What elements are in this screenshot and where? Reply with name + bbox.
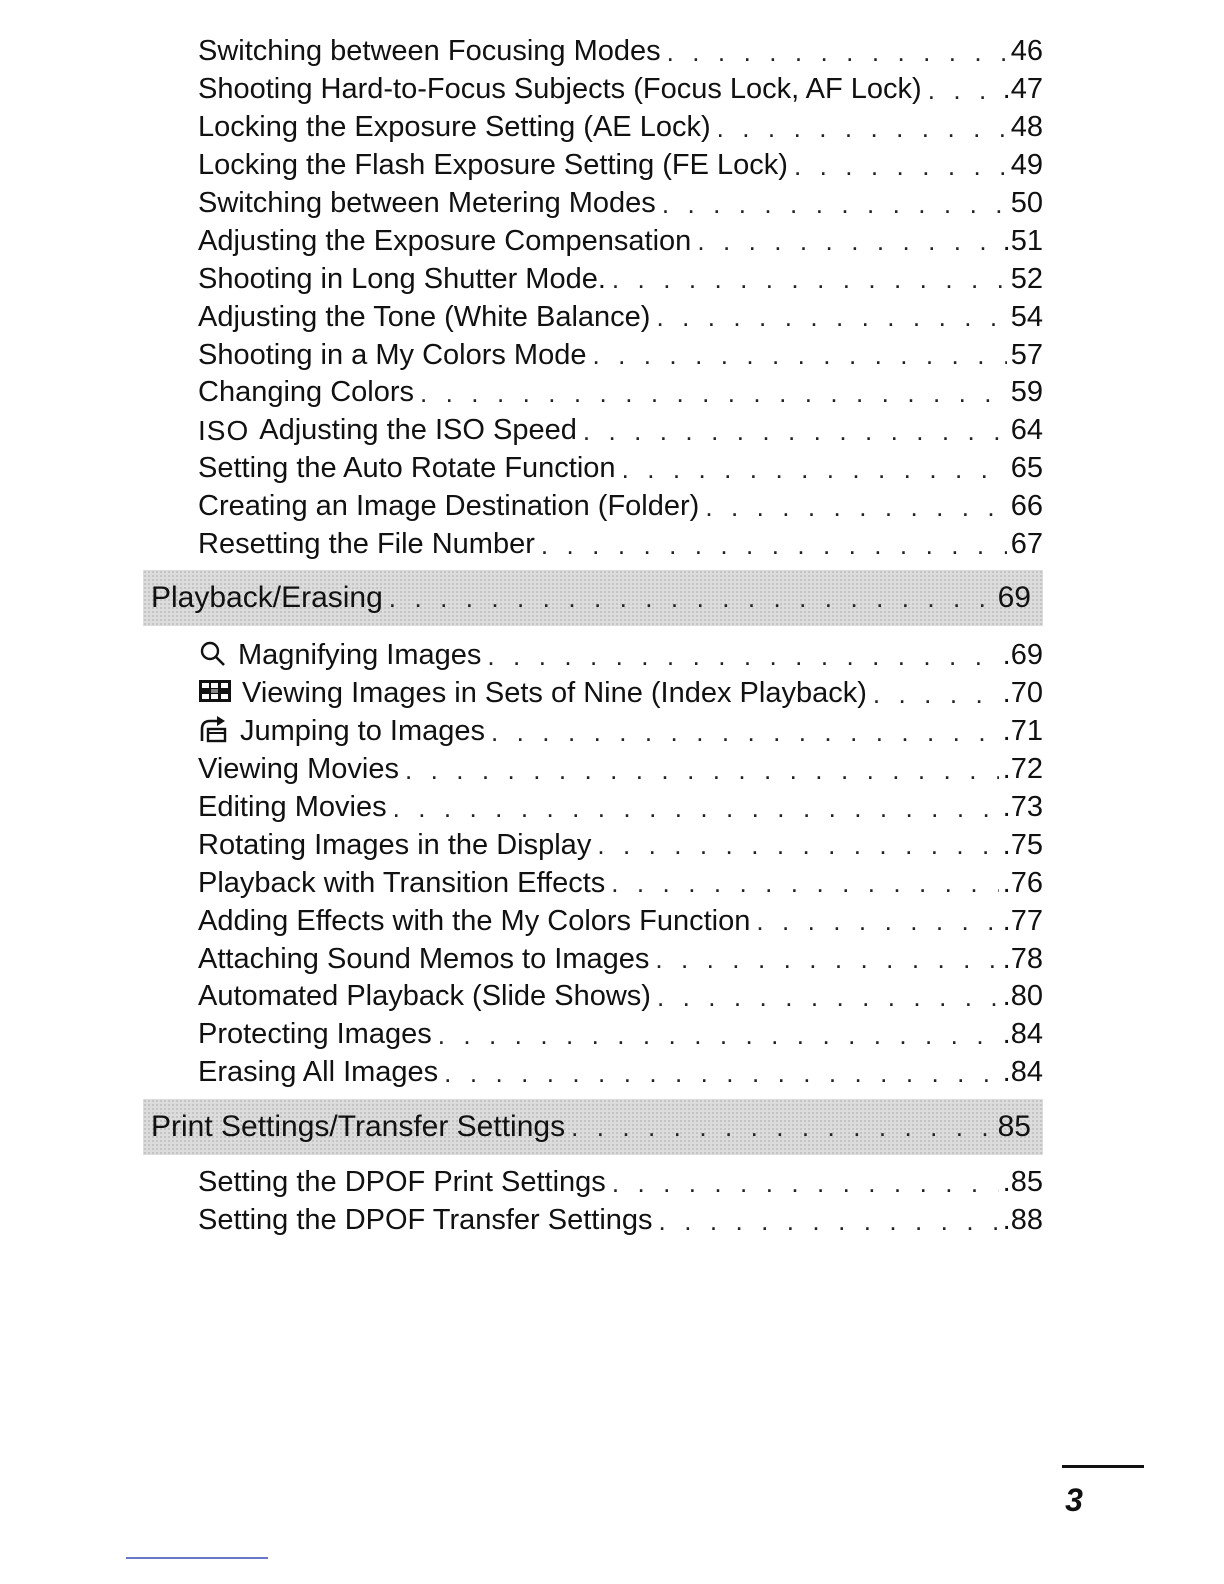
toc-entry[interactable] <box>198 978 1043 1016</box>
toc-entry-title: Changing Colors <box>198 376 415 409</box>
toc-entry-title: Automated Playback (Slide Shows) <box>198 980 651 1013</box>
toc-entry-title: Jumping to Images <box>240 715 486 748</box>
toc-entry[interactable] <box>198 864 1043 902</box>
toc-entry-page: 57 <box>1010 338 1043 371</box>
toc-entry-title: Switching between Metering Modes <box>198 187 656 219</box>
bottom-divider <box>126 1557 268 1559</box>
page-number-rule <box>1062 1465 1144 1468</box>
toc-entry[interactable] <box>198 71 1043 109</box>
toc-entry-page: .80 <box>1002 980 1043 1013</box>
toc-entry-title: Adjusting the ISO Speed <box>259 414 577 447</box>
toc-entry-title: Shooting in Long Shutter Mode. <box>198 262 606 295</box>
leader-dots <box>597 832 998 858</box>
toc-entry-title: Shooting Hard-to-Focus Subjects (Focus Lock, AF Lock) <box>198 73 922 106</box>
toc-entry-page: 59 <box>1010 376 1043 409</box>
section-page: 85 <box>997 1109 1031 1143</box>
leader-dots <box>583 418 1007 444</box>
toc-entry[interactable] <box>198 1054 1043 1092</box>
toc-entry-page: .84 <box>1002 1056 1043 1089</box>
leader-dots <box>405 757 999 783</box>
toc-entry-title: Resetting the File Number <box>198 528 535 561</box>
section-header-playback[interactable] <box>143 570 1043 626</box>
leader-dots <box>697 228 998 254</box>
leader-dots <box>622 456 1007 482</box>
magnifier-icon <box>198 639 228 673</box>
toc-entry-page: 65 <box>1010 452 1043 485</box>
leader-dots <box>571 1114 994 1140</box>
toc-entry-title: Erasing All Images <box>198 1056 439 1089</box>
leader-dots <box>491 719 999 745</box>
leader-dots <box>667 39 1007 65</box>
toc-entry[interactable] <box>198 789 1043 827</box>
toc-entry-page: .84 <box>1002 1018 1043 1051</box>
section-row <box>151 579 1031 617</box>
section-header-print[interactable] <box>143 1099 1043 1155</box>
toc-entry[interactable] <box>198 298 1043 336</box>
toc-entry-page: .69 <box>1002 639 1043 672</box>
leader-dots <box>612 1170 999 1196</box>
toc-entry-title: Switching between Focusing Modes <box>198 35 661 68</box>
leader-dots <box>487 643 998 669</box>
toc-entry-title: Setting the DPOF Print Settings <box>198 1166 606 1199</box>
toc-entry-title-with-icon <box>198 679 873 709</box>
toc-entry-page: .75 <box>1002 828 1043 861</box>
toc-entry-title: Viewing Images in Sets of Nine (Index Playback) <box>242 677 867 710</box>
toc-entry[interactable] <box>198 751 1043 789</box>
toc-entry-title: Playback with Transition Effects <box>198 866 606 899</box>
toc-entry[interactable] <box>198 940 1043 978</box>
toc-entry[interactable] <box>198 185 1043 223</box>
toc-entry[interactable] <box>198 826 1043 864</box>
toc-entry-page: 54 <box>1010 300 1043 333</box>
toc-entry-page: .70 <box>1002 677 1043 710</box>
toc-entry[interactable] <box>198 713 1043 751</box>
leader-dots <box>657 984 999 1010</box>
toc-entry[interactable] <box>198 1202 1043 1240</box>
leader-dots <box>444 1060 999 1086</box>
toc-entry-page: .77 <box>1002 904 1043 937</box>
toc-entry-title-with-icon <box>198 715 491 749</box>
toc-entry-title: Adding Effects with the My Colors Function <box>198 904 751 937</box>
leader-dots <box>592 342 1006 368</box>
leader-dots <box>659 1208 999 1234</box>
toc-entries-print <box>0 1164 1224 1240</box>
toc-entry-page: 67 <box>1010 528 1043 561</box>
toc-entry-title: Viewing Movies <box>198 753 399 786</box>
toc-entry[interactable] <box>198 488 1043 526</box>
toc-entry-page: 46 <box>1010 35 1043 68</box>
leader-dots <box>612 266 1007 292</box>
leader-dots <box>420 380 1007 406</box>
toc-entry[interactable] <box>198 374 1043 412</box>
toc-entry-page: .71 <box>1002 715 1043 748</box>
toc-entry-title: Adjusting the Tone (White Balance) <box>198 300 651 333</box>
section-title: Playback/Erasing <box>151 580 383 614</box>
toc-entry-title-with-icon <box>198 639 487 673</box>
leader-dots <box>438 1022 999 1048</box>
toc-entry[interactable] <box>198 222 1043 260</box>
toc-entry[interactable] <box>198 675 1043 713</box>
toc-entry-page: .47 <box>1002 73 1043 106</box>
toc-entry[interactable] <box>198 147 1043 185</box>
toc-entry-title: Shooting in a My Colors Mode <box>198 338 587 371</box>
index-grid-icon <box>198 679 232 709</box>
toc-entry-title: Locking the Flash Exposure Setting (FE Lock) <box>198 149 788 182</box>
toc-entry[interactable] <box>198 412 1043 450</box>
toc-entry-page: .76 <box>1002 866 1043 899</box>
section-row <box>151 1108 1031 1146</box>
leader-dots <box>873 681 999 707</box>
toc-entry-page: 64 <box>1010 414 1043 447</box>
toc-entry[interactable] <box>198 336 1043 374</box>
toc-entry[interactable] <box>198 260 1043 298</box>
toc-entry-title: Setting the Auto Rotate Function <box>198 452 616 485</box>
leader-dots <box>794 153 1007 179</box>
toc-entry[interactable] <box>198 526 1043 564</box>
toc-entry[interactable] <box>198 637 1043 675</box>
toc-entry-page: .73 <box>1002 791 1043 823</box>
toc-entry-page: .88 <box>1002 1204 1043 1237</box>
toc-entry-title: Creating an Image Destination (Folder) <box>198 490 700 523</box>
leader-dots <box>655 946 998 972</box>
toc-entry-title: Adjusting the Exposure Compensation <box>198 224 692 257</box>
toc-entries-playback <box>0 637 1224 1092</box>
toc-entry-title-with-icon <box>198 416 583 445</box>
leader-dots <box>717 115 1007 141</box>
toc-entry-page: 50 <box>1010 187 1043 219</box>
leader-dots <box>656 304 1006 330</box>
leader-dots <box>756 908 998 934</box>
toc-entry[interactable] <box>198 33 1043 71</box>
toc-entry-page: 49 <box>1010 149 1043 182</box>
toc-entry-title: Magnifying Images <box>238 639 482 672</box>
toc-entry[interactable] <box>198 902 1043 940</box>
toc-entries-top <box>0 33 1224 563</box>
leader-dots <box>393 795 999 821</box>
page-number: 3 <box>1065 1482 1083 1518</box>
leader-dots <box>611 870 998 896</box>
leader-dots <box>389 585 994 611</box>
toc-entry[interactable] <box>198 450 1043 488</box>
leader-dots <box>928 77 999 103</box>
toc-entry-page: 48 <box>1010 111 1043 144</box>
jump-icon <box>198 715 230 749</box>
toc-entry[interactable] <box>198 1164 1043 1202</box>
toc-entry[interactable] <box>198 1016 1043 1054</box>
leader-dots <box>662 191 1007 217</box>
section-page: 69 <box>997 580 1031 614</box>
toc-entry-page: 52 <box>1010 262 1043 295</box>
toc-entry-title: Attaching Sound Memos to Images <box>198 942 650 975</box>
toc-entry[interactable] <box>198 109 1043 147</box>
toc-entry-page: .78 <box>1002 942 1043 975</box>
toc-entry-title: Setting the DPOF Transfer Settings <box>198 1204 653 1237</box>
iso-icon: ISO <box>198 414 250 446</box>
toc-entry-title: Locking the Exposure Setting (AE Lock) <box>198 111 711 144</box>
leader-dots <box>705 494 1006 520</box>
toc-entry-title: Rotating Images in the Display <box>198 828 592 861</box>
leader-dots <box>541 532 1007 558</box>
toc-entry-page: .85 <box>1002 1166 1043 1199</box>
toc-entry-title: Editing Movies <box>198 791 387 823</box>
section-title: Print Settings/Transfer Settings <box>151 1109 566 1143</box>
toc-entry-page: .72 <box>1002 753 1043 786</box>
toc-entry-page: 66 <box>1010 490 1043 523</box>
toc-entry-page: .51 <box>1002 224 1043 257</box>
toc-entry-title: Protecting Images <box>198 1018 432 1051</box>
